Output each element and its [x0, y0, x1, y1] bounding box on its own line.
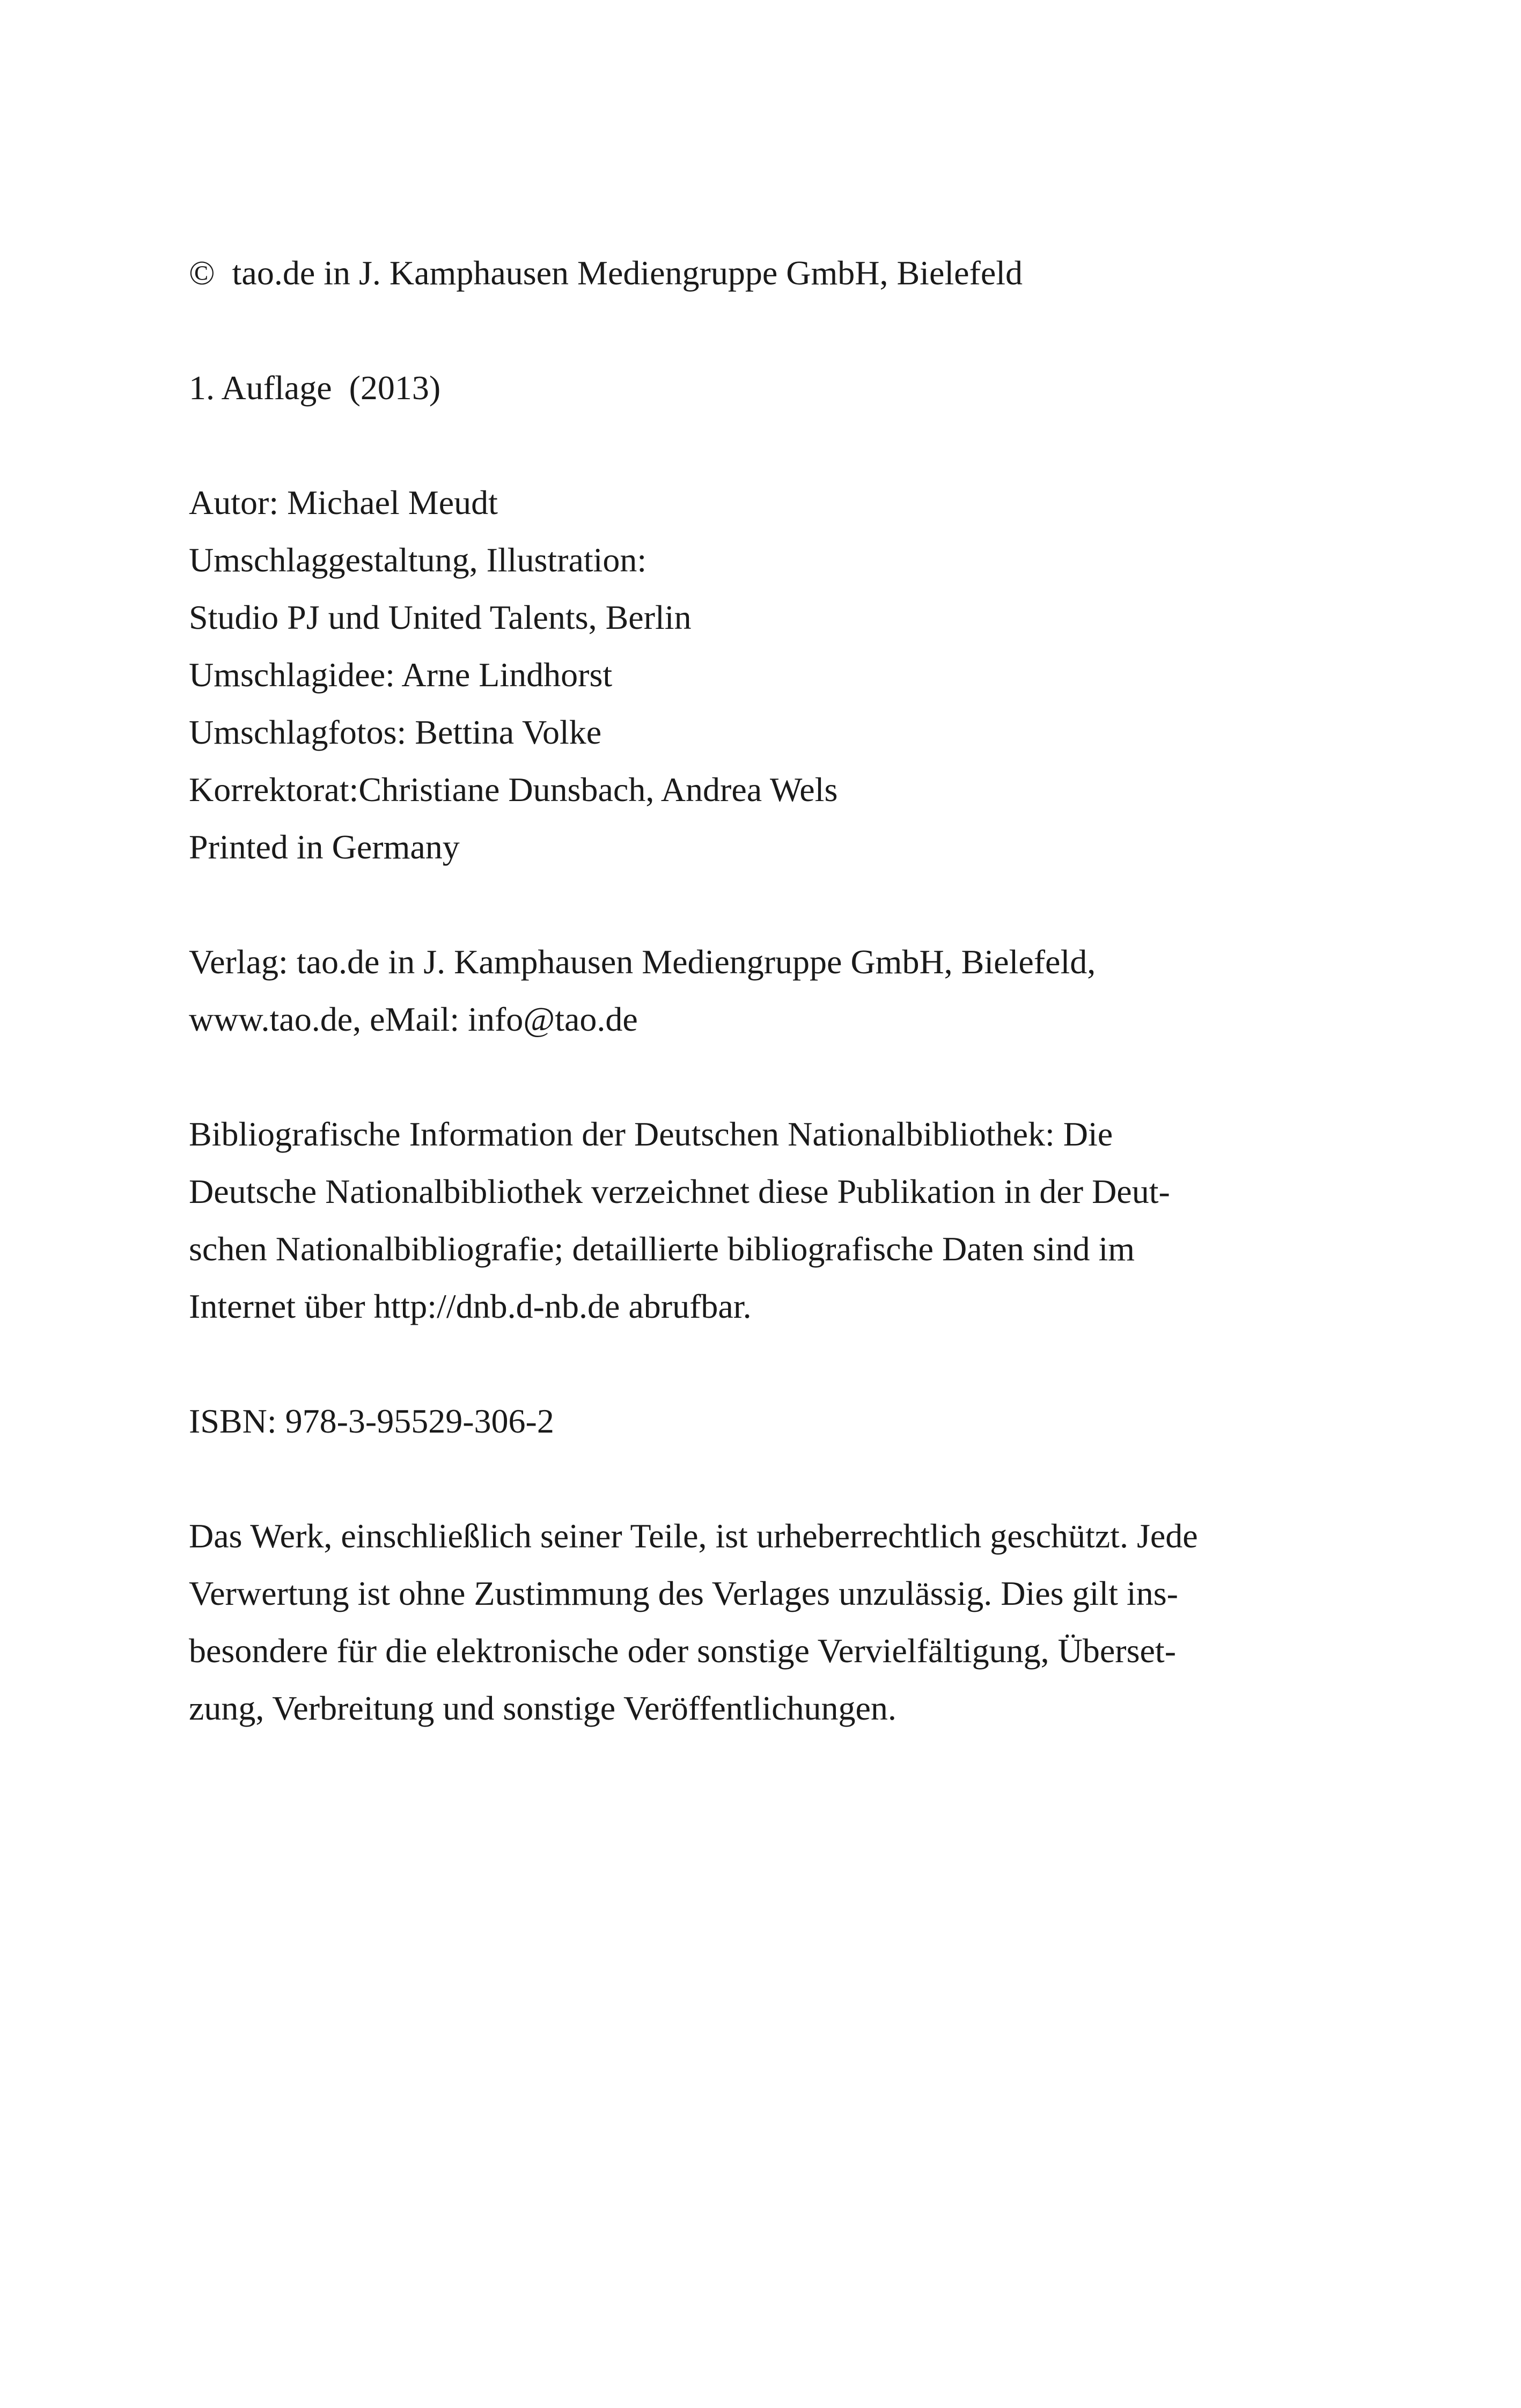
- publisher-contact-line: [189, 990, 1316, 1048]
- bibliography-line: Deutsche Nationalbibliothek verzeichnet diese Publikation in der Deut-: [189, 1172, 1170, 1210]
- rights-block: [189, 1507, 1316, 1737]
- credit-printed-in: Printed in Germany: [189, 828, 460, 866]
- bibliography-line: Bibliografische Information der Deutschen Nationalbibliothek: Die: [189, 1115, 1113, 1153]
- isbn-block: [189, 1392, 1316, 1450]
- publisher-block: [189, 933, 1316, 1048]
- credit-cover-photos: Umschlagfotos: Bettina Volke: [189, 713, 602, 751]
- credit-author: Autor: Michael Meudt: [189, 483, 498, 522]
- isbn-line: ISBN: 978-3-95529-306-2: [189, 1402, 554, 1440]
- edition-block: [189, 359, 1316, 416]
- edition-line: 1. Auflage (2013): [189, 369, 441, 407]
- copyright-holder: tao.de in J. Kamphausen Mediengruppe GmbH, Bielefeld: [232, 254, 1023, 292]
- credit-cover-idea: Umschlagidee: Arne Lindhorst: [189, 656, 613, 694]
- copyright-block: [189, 244, 1316, 302]
- rights-line: Das Werk, einschließlich seiner Teile, ist urheberrechtlich geschützt. Jede: [189, 1517, 1198, 1555]
- rights-line: zung, Verbreitung und sonstige Veröffentlichungen.: [189, 1689, 897, 1727]
- credit-proofreading: Korrektorat:Christiane Dunsbach, Andrea Wels: [189, 770, 838, 809]
- publisher-web: www.tao.de, eMail:: [189, 1000, 468, 1038]
- rights-line: Verwertung ist ohne Zustimmung des Verlages unzulässig. Dies gilt ins-: [189, 1574, 1178, 1612]
- credits-block: [189, 474, 1316, 876]
- copyright-symbol: ©: [189, 254, 215, 292]
- credit-cover-design: Studio PJ und United Talents, Berlin: [189, 598, 692, 636]
- imprint-page: [189, 244, 1316, 1794]
- bibliography-line: schen Nationalbibliografie; detaillierte bibliografische Daten sind im: [189, 1230, 1135, 1268]
- bibliography-block: [189, 1105, 1316, 1335]
- publisher-email-link[interactable]: info@tao.de: [468, 1000, 638, 1038]
- copyright-line: [189, 244, 1316, 302]
- rights-line: besondere für die elektronische oder sonstige Vervielfältigung, Überset-: [189, 1632, 1176, 1670]
- credit-cover-design-label: Umschlaggestaltung, Illustration:: [189, 541, 647, 579]
- publisher-line: Verlag: tao.de in J. Kamphausen Mediengruppe GmbH, Bielefeld,: [189, 943, 1096, 981]
- bibliography-line: Internet über http://dnb.d-nb.de abrufbar.: [189, 1287, 752, 1325]
